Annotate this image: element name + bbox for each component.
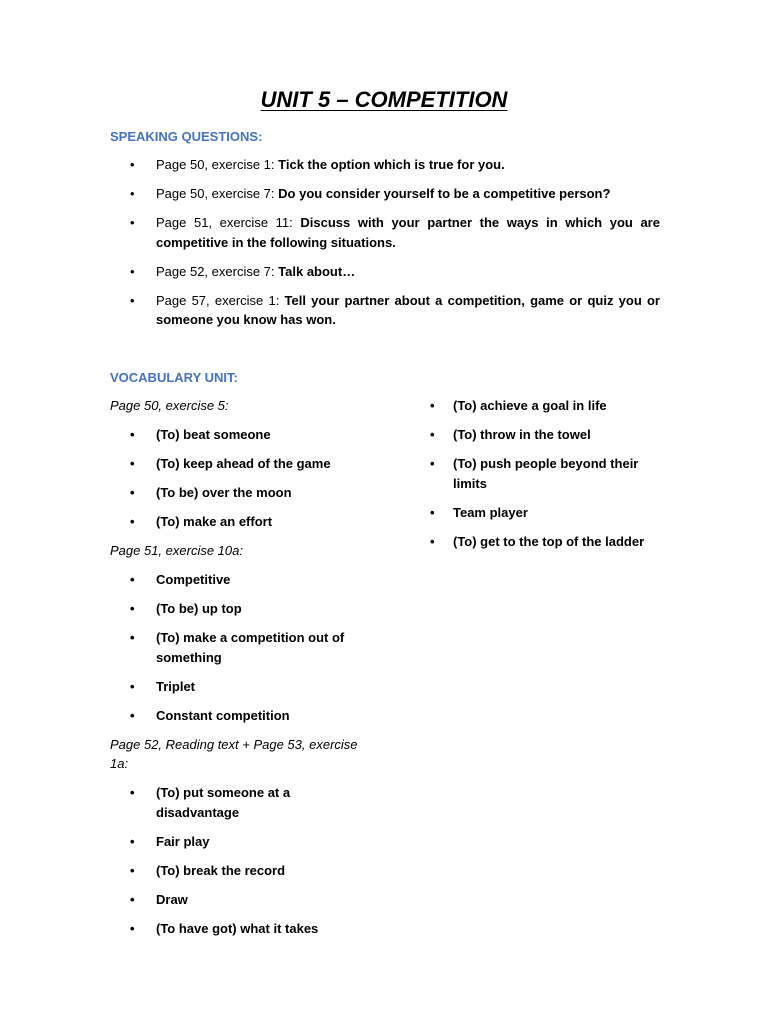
list-item <box>430 425 670 445</box>
bullet: • <box>130 427 135 442</box>
exercise-label: Page 52, Reading text + Page 53, exercise 1a: <box>110 736 358 771</box>
list-item <box>110 677 370 697</box>
exercise-ref: Page 52, exercise 7: <box>156 263 275 279</box>
question-text: Discuss with your partner the ways in which you are competitive in the following situations. <box>156 215 660 250</box>
speaking-heading: SPEAKING QUESTIONS: <box>110 129 263 144</box>
bullet: • <box>430 427 435 442</box>
question-text: Tell your partner about a competition, game or quiz you or someone you know has won. <box>156 292 660 327</box>
bullet: • <box>130 630 135 645</box>
list-item <box>110 832 370 852</box>
vocabulary-right-column <box>430 396 670 561</box>
bullet: • <box>430 398 435 413</box>
bullet: • <box>130 833 135 849</box>
bullet: • <box>130 785 135 800</box>
vocab-term: (To have got) what it takes <box>156 920 319 936</box>
list-item <box>110 861 370 881</box>
vocabulary-list <box>430 396 670 551</box>
bullet: • <box>430 533 435 549</box>
vocab-term: (To) push people beyond their limits <box>453 456 639 491</box>
bullet: • <box>130 456 135 471</box>
list-item <box>110 599 370 619</box>
bullet: • <box>130 263 135 279</box>
list-item <box>110 628 370 667</box>
vocab-term: (To) achieve a goal in life <box>453 398 607 413</box>
vocab-term: Team player <box>453 504 528 520</box>
vocab-term: Competitive <box>156 572 231 587</box>
list-item <box>110 570 370 590</box>
vocabulary-heading: VOCABULARY UNIT: <box>110 370 238 385</box>
list-item <box>110 262 660 282</box>
bullet: • <box>130 601 135 616</box>
bullet: • <box>430 456 435 471</box>
vocabulary-list <box>110 425 370 532</box>
exercise-ref: Page 50, exercise 1: <box>156 157 275 172</box>
bullet: • <box>130 157 135 172</box>
list-item <box>110 483 370 503</box>
vocab-term: Fair play <box>156 833 210 849</box>
exercise-label: Page 51, exercise 10a: <box>110 543 243 558</box>
list-item <box>110 291 660 330</box>
exercise-ref: Page 50, exercise 7: <box>156 186 275 201</box>
list-item <box>110 454 370 474</box>
vocab-term: Constant competition <box>156 707 290 723</box>
list-item <box>110 425 370 445</box>
vocabulary-left-column <box>110 396 370 948</box>
list-item <box>110 919 370 939</box>
list-item <box>110 783 370 822</box>
list-item <box>430 503 670 523</box>
bullet: • <box>130 862 135 878</box>
bullet: • <box>130 292 135 308</box>
bullet: • <box>130 572 135 587</box>
vocab-term: (To) throw in the towel <box>453 427 591 442</box>
bullet: • <box>130 707 135 723</box>
bullet: • <box>130 186 135 201</box>
page-title-text: UNIT 5 – COMPETITION <box>260 87 508 112</box>
vocab-term: (To be) over the moon <box>156 485 292 500</box>
exercise-label: Page 50, exercise 5: <box>110 398 229 413</box>
list-item <box>110 512 370 532</box>
vocab-term: (To) make a competition out of something <box>156 630 345 665</box>
vocabulary-list <box>110 570 370 725</box>
vocab-term: (To) put someone at a disadvantage <box>156 785 291 820</box>
bullet: • <box>130 215 135 230</box>
list-item <box>430 454 670 493</box>
list-item <box>110 184 660 204</box>
list-item <box>110 213 660 252</box>
list-item <box>110 706 370 726</box>
list-item <box>430 396 670 416</box>
bullet: • <box>130 485 135 500</box>
vocab-term: (To) make an effort <box>156 514 273 529</box>
vocab-term: Draw <box>156 891 188 907</box>
vocab-term: (To be) up top <box>156 601 242 616</box>
question-text: Tick the option which is true for you. <box>278 157 505 172</box>
vocabulary-list <box>110 783 370 938</box>
vocab-term: (To) keep ahead of the game <box>156 456 331 471</box>
bullet: • <box>130 514 135 529</box>
bullet: • <box>430 504 435 520</box>
bullet: • <box>130 891 135 907</box>
vocab-term: (To) break the record <box>156 862 286 878</box>
list-item <box>430 532 670 552</box>
exercise-ref: Page 57, exercise 1: <box>156 292 280 308</box>
vocab-term: (To) beat someone <box>156 427 271 442</box>
page-title <box>0 86 768 114</box>
vocab-term: (To) get to the top of the ladder <box>453 533 645 549</box>
list-item <box>110 890 370 910</box>
question-text: Do you consider yourself to be a competitive person? <box>278 186 611 201</box>
exercise-ref: Page 51, exercise 11: <box>156 215 293 230</box>
bullet: • <box>130 920 135 936</box>
bullet: • <box>130 678 135 694</box>
list-item <box>110 155 660 175</box>
speaking-questions-list <box>110 155 660 339</box>
question-text: Talk about… <box>278 263 356 279</box>
vocab-term: Triplet <box>156 678 196 694</box>
